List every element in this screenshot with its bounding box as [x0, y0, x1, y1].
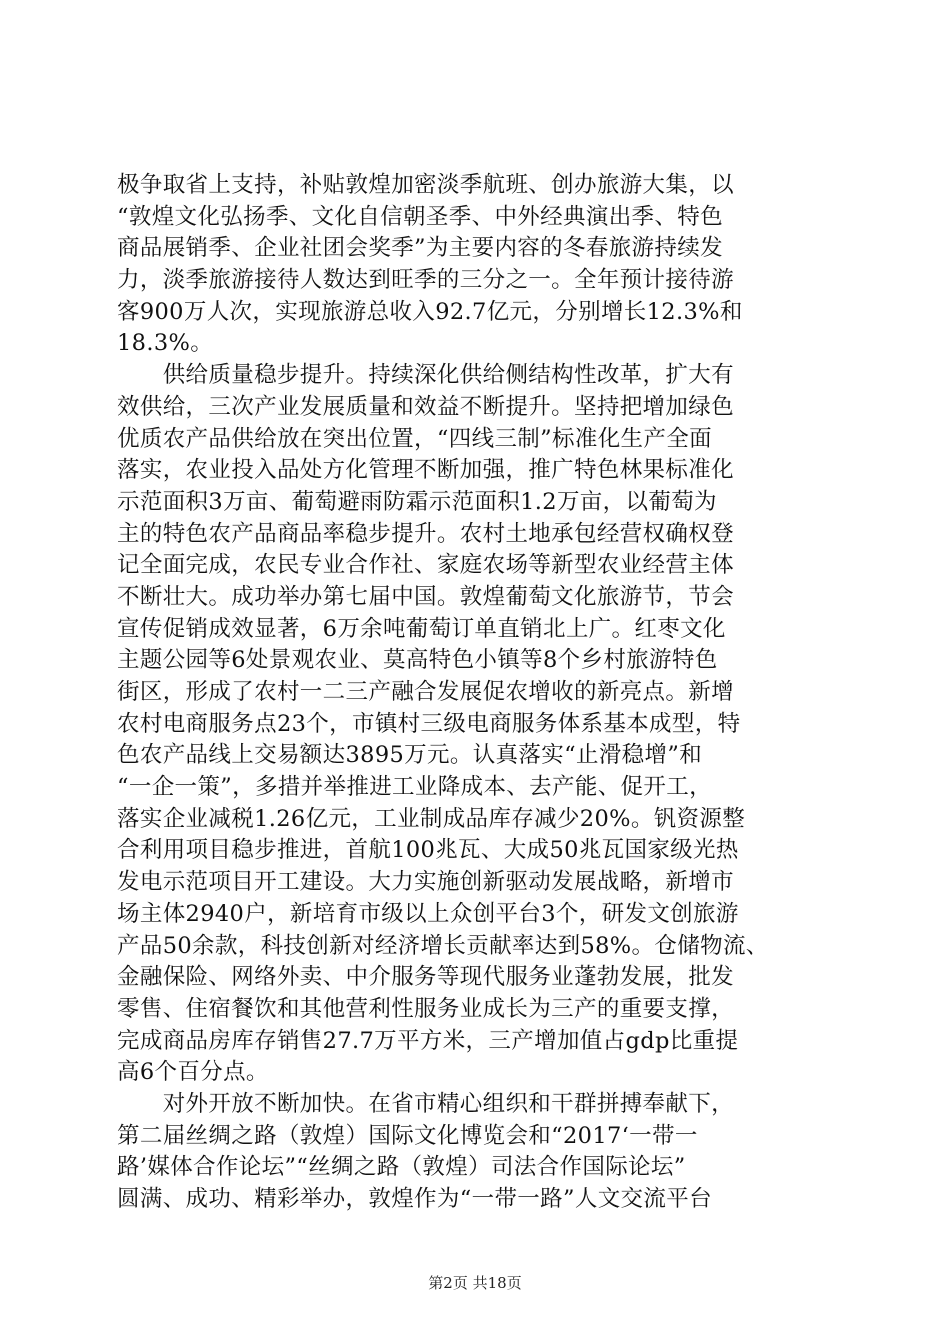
text-line: 落实，农业投入品处方化管理不断加强，推广特色林果标准化 [117, 457, 734, 484]
text-line: 完成商品房库存销售27.7万平方米，三产增加值占gdp比重提 [117, 1027, 739, 1054]
text-line: 第二届丝绸之路（敦煌）国际文化博览会和“2017‘一带一 [117, 1122, 698, 1149]
text-line: 力，淡季旅游接待人数达到旺季的三分之一。全年预计接待游 [117, 267, 734, 294]
text-line: 色农产品线上交易额达3895万元。认真落实“止滑稳增”和 [117, 742, 703, 769]
text-line: 高6个百分点。 [117, 1059, 269, 1086]
text-line: 商品展销季、企业社团会奖季”为主要内容的冬春旅游持续发 [117, 235, 723, 262]
text-line: 金融保险、网络外卖、中介服务等现代服务业蓬勃发展，批发 [117, 964, 734, 991]
text-line: 示范面积3万亩、葡萄避雨防霜示范面积1.2万亩，以葡萄为 [117, 488, 717, 515]
text-line: 发电示范项目开工建设。大力实施创新驱动发展战略，新增市 [117, 869, 734, 896]
text-line: 极争取省上支持，补贴敦煌加密淡季航班、创办旅游大集，以 [117, 172, 734, 198]
text-line: 客900万人次，实现旅游总收入92.7亿元，分别增长12.3%和 [117, 298, 743, 325]
text-line: “敦煌文化弘扬季、文化自信朝圣季、中外经典演出季、特色 [117, 203, 723, 230]
text-line: 18.3%。 [117, 330, 214, 357]
text-line: 落实企业减税1.26亿元，工业制成品库存减少20%。钒资源整 [117, 805, 746, 832]
text-line: 优质农产品供给放在突出位置，“四线三制”标准化生产全面 [117, 425, 712, 452]
text-line: 主题公园等6处景观农业、莫高特色小镇等8个乡村旅游特色 [117, 647, 718, 674]
text-line: 农村电商服务点23个，市镇村三级电商服务体系基本成型，特 [117, 710, 741, 737]
text-line: 供给质量稳步提升。持续深化供给侧结构性改革，扩大有 [117, 362, 734, 389]
page-number-footer: 第2页 共18页 [428, 1274, 522, 1292]
text-line: 宣传促销成效显著，6万余吨葡萄订单直销北上广。红枣文化 [117, 615, 726, 642]
text-line: 主的特色农产品商品率稳步提升。农村土地承包经营权确权登 [117, 520, 734, 547]
text-line: 街区，形成了农村一二三产融合发展促农增收的新亮点。新增 [117, 679, 734, 705]
text-line: 圆满、成功、精彩举办，敦煌作为“一带一路”人文交流平台 [117, 1186, 712, 1212]
text-line: “一企一策”，多措并举推进工业降成本、去产能、促开工， [117, 774, 712, 801]
text-line: 对外开放不断加快。在省市精心组织和干群拼搏奉献下， [117, 1090, 734, 1117]
text-line: 效供给，三次产业发展质量和效益不断提升。坚持把增加绿色 [117, 393, 734, 420]
text-line: 场主体2940户，新培育市级以上众创平台3个，研发文创旅游 [117, 900, 739, 927]
document-body [117, 170, 837, 1216]
text-line: 不断壮大。成功举办第七届中国。敦煌葡萄文化旅游节，节会 [117, 583, 734, 610]
text-line: 零售、住宿餐饮和其他营利性服务业成长为三产的重要支撑， [117, 995, 734, 1022]
text-line: 合利用项目稳步推进，首航100兆瓦、大成50兆瓦国家级光热 [117, 837, 739, 864]
text-line: 路’媒体合作论坛”“丝绸之路（敦煌）司法合作国际论坛” [117, 1154, 686, 1181]
text-line: 产品50余款，科技创新对经济增长贡献率达到58%。仓储物流、 [117, 932, 769, 959]
text-line: 记全面完成，农民专业合作社、家庭农场等新型农业经营主体 [117, 552, 734, 579]
